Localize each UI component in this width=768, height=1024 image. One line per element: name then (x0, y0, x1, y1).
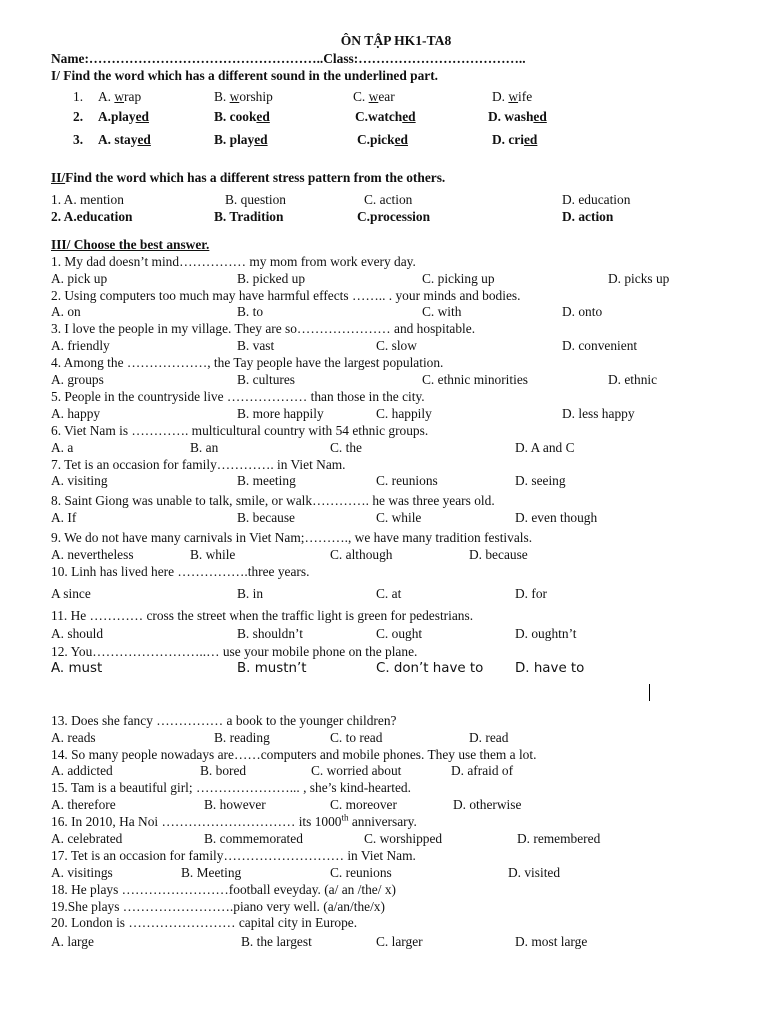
answer-row: A. large B. the largest C. larger D. most large (51, 934, 588, 950)
question-text: 10. Linh has lived here …………….three years. (51, 563, 310, 579)
question-text: 6. Viet Nam is …………. multicultural country with 54 ethnic groups. (51, 422, 429, 438)
s1-opt: D. wife (492, 89, 533, 104)
s1-opt: A. stayed (98, 132, 151, 147)
s1-row-3 (51, 132, 741, 170)
question-text: 12. You……………………..… use your mobile phone on the plane. (51, 643, 418, 659)
section2-heading: II/Find the word which has a different stress pattern from the others. (51, 170, 446, 185)
question-text: 20. London is …………………… capital city in Europe. (51, 915, 358, 931)
question-text: 18. He plays ……………………football eveyday. (a/ an /the/ x) (51, 881, 396, 897)
s1-row-1 (51, 89, 741, 109)
s1-opt: A.played (98, 109, 149, 124)
question-text: 9. We do not have many carnivals in Viet Nam;………., we have many tradition festivals. (51, 530, 533, 546)
s1-opt: C.picked (357, 132, 408, 147)
page-title: ÔN TẬP HK1-TA8 (340, 33, 452, 48)
question-text: 8. Saint Giong was unable to talk, smile, or walk…………. he was three years old. (51, 493, 495, 509)
s1-opt: B. played (214, 132, 268, 147)
section1-heading: I/ Find the word which has a different sound in the underlined part. (51, 68, 439, 83)
answer-row: A. groups B. cultures C. ethnic minorities D. ethnic (51, 371, 658, 387)
answer-row: A. celebrated B. commemorated C. worshipped D. remembered (51, 830, 601, 846)
answer-row: A. must B. mustn’t C. don’t have to D. have to (51, 660, 585, 676)
answer-row: A since B. in C. at D. for (51, 585, 547, 601)
answer-row: A. friendly B. vast C. slow D. convenient (51, 338, 638, 354)
question-text: 14. So many people nowadays are……computers and mobile phones. They use them a lot. (51, 746, 537, 762)
answer-row: A. a B. an C. the D. A and C (51, 439, 575, 455)
s2-row-2: 2. A.education B. Tradition C.procession D. action (51, 209, 614, 224)
answer-row: A. reads B. reading C. to read D. read (51, 729, 509, 745)
name-class-line: Name:……………………………………………..Class:……………………………….. (51, 51, 526, 66)
question-text: 2. Using computers too much may have harmful effects …….. . your minds and bodies. (51, 287, 521, 303)
s1-opt: C.watched (355, 109, 416, 124)
s1-num: 2. (73, 109, 84, 124)
answer-row: A. happy B. more happily C. happily D. less happy (51, 405, 635, 421)
answer-row: A. nevertheless B. while C. although D. because (51, 546, 528, 562)
question-text: 11. He ………… cross the street when the traffic light is green for pedestrians. (51, 607, 474, 623)
question-text: 3. I love the people in my village. They are so………………… and hospitable. (51, 321, 476, 337)
question-text: 16. In 2010, Ha Noi ………………………… its 1000th anniversary. (51, 812, 417, 830)
s1-opt: B. cooked (214, 109, 270, 124)
s1-opt: D. cried (492, 132, 538, 147)
s1-opt: A. wrap (98, 89, 142, 104)
question-text: 1. My dad doesn’t mind…………… my mom from work every day. (51, 253, 416, 269)
answer-row: A. visitings B. Meeting C. reunions D. visited (51, 864, 561, 880)
s2-row-1: 1. A. mention B. question C. action D. education (51, 192, 631, 207)
s1-num: 1. (73, 89, 84, 104)
question-text: 7. Tet is an occasion for family…………. in Viet Nam. (51, 456, 346, 472)
question-text: 19.She plays …………………….piano very well. (a/an/the/x) (51, 898, 385, 914)
answer-row: A. If B. because C. while D. even though (51, 510, 598, 526)
question-text: 13. Does she fancy …………… a book to the younger children? (51, 712, 397, 728)
s1-row-2 (51, 109, 741, 132)
answer-row: A. therefore B. however C. moreover D. otherwise (51, 797, 522, 813)
question-text: 17. Tet is an occasion for family……………………… in Viet Nam. (51, 847, 416, 863)
s1-opt: B. worship (214, 89, 273, 104)
question-text: 5. People in the countryside live ……………… than those in the city. (51, 388, 425, 404)
answer-row: A. visiting B. meeting C. reunions D. seeing (51, 473, 566, 489)
answer-row: A. on B. to C. with D. onto (51, 304, 603, 320)
answer-row: A. addicted B. bored C. worried about D. afraid of (51, 763, 514, 779)
text-cursor (649, 684, 650, 701)
question-text: 15. Tam is a beautiful girl; …………………... , she’s kind-hearted. (51, 780, 411, 796)
answer-row: A. pick up B. picked up C. picking up D. picks up (51, 270, 670, 286)
question-text: 4. Among the ………………, the Tay people have the largest population. (51, 355, 444, 371)
section3-heading: III/ Choose the best answer. (51, 237, 210, 252)
s1-opt: D. washed (488, 109, 547, 124)
answer-row: A. should B. shouldn’t C. ought D. oughtn’t (51, 625, 577, 641)
worksheet (51, 33, 741, 951)
s1-opt: C. wear (353, 89, 395, 104)
s1-num: 3. (73, 132, 84, 147)
